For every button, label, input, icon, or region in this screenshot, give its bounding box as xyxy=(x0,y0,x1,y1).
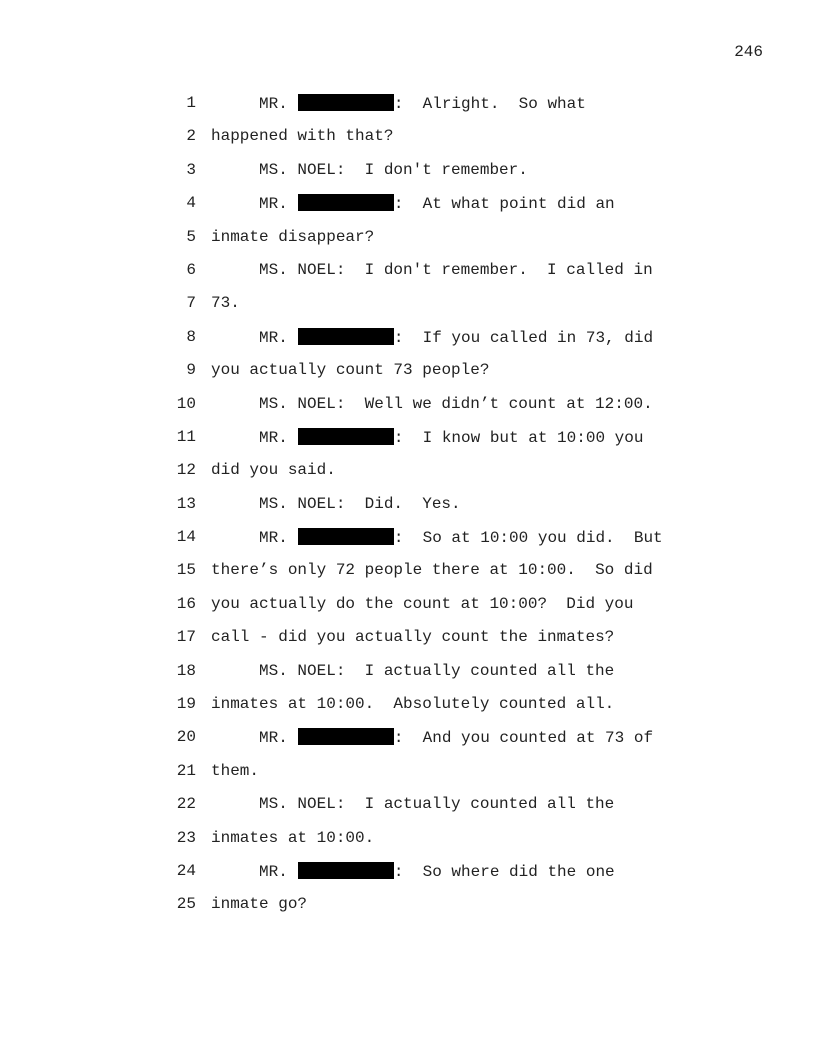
redaction-bar xyxy=(298,428,394,445)
transcript-line xyxy=(0,528,816,561)
transcript-line xyxy=(0,461,816,494)
line-content: : And you counted at 73 of xyxy=(393,729,654,748)
line-content: you actually count 73 people? xyxy=(211,361,490,380)
line-number: 14 xyxy=(176,528,196,547)
line-text xyxy=(211,695,614,713)
transcript-line xyxy=(0,194,816,227)
speaker-label: MR. xyxy=(259,729,288,748)
line-number: 23 xyxy=(176,828,196,847)
line-text xyxy=(259,862,615,881)
line-number: 19 xyxy=(176,695,196,714)
line-number: 4 xyxy=(186,194,196,213)
transcript-line xyxy=(0,695,816,728)
line-content: : So at 10:00 you did. But xyxy=(393,529,663,548)
line-text xyxy=(259,728,653,747)
redaction-bar xyxy=(298,94,394,111)
line-text xyxy=(259,428,643,447)
line-number: 7 xyxy=(186,294,196,313)
line-content: call - did you actually count the inmates? xyxy=(211,628,615,647)
line-number: 25 xyxy=(176,895,196,914)
line-content: there’s only 72 people there at 10:00. So did xyxy=(211,561,653,580)
line-number: 10 xyxy=(176,394,196,413)
line-text xyxy=(211,628,614,646)
line-content: MS. NOEL: I don't remember. xyxy=(259,160,528,179)
transcript-line xyxy=(0,829,816,862)
line-text xyxy=(259,395,653,413)
transcript-line xyxy=(0,395,816,428)
transcript-line xyxy=(0,662,816,695)
line-content: inmates at 10:00. Absolutely counted all. xyxy=(211,695,615,714)
line-number: 2 xyxy=(186,127,196,146)
line-content: inmates at 10:00. xyxy=(211,828,375,847)
line-content: inmate go? xyxy=(211,895,308,914)
transcript-line xyxy=(0,428,816,461)
line-text xyxy=(211,561,653,579)
line-content: : So where did the one xyxy=(393,862,615,881)
line-text xyxy=(259,795,614,813)
line-text xyxy=(259,161,528,179)
line-text xyxy=(211,762,259,780)
line-content: MS. NOEL: I actually counted all the xyxy=(259,661,615,680)
line-content: : Alright. So what xyxy=(393,95,586,113)
line-number: 18 xyxy=(176,661,196,680)
line-text xyxy=(211,228,374,246)
line-text xyxy=(211,127,393,145)
line-content: : If you called in 73, did xyxy=(393,328,654,347)
line-content: inmate disappear? xyxy=(211,227,375,246)
line-number: 21 xyxy=(176,761,196,780)
redaction-bar xyxy=(298,328,394,345)
transcript-line xyxy=(0,328,816,361)
speaker-label: MR. xyxy=(259,95,288,113)
line-number: 24 xyxy=(176,861,196,880)
transcript-line xyxy=(0,628,816,661)
line-text xyxy=(259,495,461,513)
line-content: MS. NOEL: Did. Yes. xyxy=(259,494,461,513)
line-content: them. xyxy=(211,761,260,780)
redaction-bar xyxy=(298,194,394,211)
line-text xyxy=(259,528,663,547)
line-content: MS. NOEL: Well we didn’t count at 12:00. xyxy=(259,394,653,413)
redaction-bar xyxy=(298,728,394,745)
transcript-line xyxy=(0,895,816,928)
line-text xyxy=(259,261,653,279)
line-text xyxy=(211,829,374,847)
line-number: 15 xyxy=(176,561,196,580)
line-number: 12 xyxy=(176,461,196,480)
line-content: : At what point did an xyxy=(393,195,615,214)
line-text xyxy=(211,361,489,379)
line-number: 9 xyxy=(186,361,196,380)
redaction-bar xyxy=(298,862,394,879)
transcript-line xyxy=(0,495,816,528)
line-content: 73. xyxy=(211,294,240,313)
line-text xyxy=(259,94,586,113)
line-content: MS. NOEL: I actually counted all the xyxy=(259,795,615,814)
speaker-label: MR. xyxy=(259,529,288,548)
line-content: happened with that? xyxy=(211,127,394,146)
line-content: you actually do the count at 10:00? Did you xyxy=(211,594,634,613)
transcript-line xyxy=(0,361,816,394)
transcript-line xyxy=(0,161,816,194)
transcript-body xyxy=(0,94,816,929)
line-number: 11 xyxy=(176,427,196,446)
transcript-line xyxy=(0,595,816,628)
line-number: 3 xyxy=(186,160,196,179)
line-text xyxy=(211,294,240,312)
speaker-label: MR. xyxy=(259,428,288,447)
line-content: MS. NOEL: I don't remember. I called in xyxy=(259,260,653,279)
transcript-line xyxy=(0,127,816,160)
line-number: 13 xyxy=(176,494,196,513)
line-text xyxy=(259,328,653,347)
line-content: : I know but at 10:00 you xyxy=(393,428,644,447)
line-content: did you said. xyxy=(211,461,336,480)
transcript-line xyxy=(0,94,816,127)
transcript-line xyxy=(0,261,816,294)
line-number: 5 xyxy=(186,227,196,246)
speaker-label: MR. xyxy=(259,328,288,347)
line-number: 22 xyxy=(176,795,196,814)
speaker-label: MR. xyxy=(259,862,288,881)
transcript-line xyxy=(0,561,816,594)
line-text xyxy=(211,595,633,613)
line-number: 6 xyxy=(186,260,196,279)
line-number: 1 xyxy=(186,94,196,112)
transcript-line xyxy=(0,294,816,327)
line-text xyxy=(211,461,336,479)
line-number: 16 xyxy=(176,594,196,613)
line-text xyxy=(259,194,615,213)
transcript-line xyxy=(0,795,816,828)
line-number: 8 xyxy=(186,327,196,346)
transcript-line xyxy=(0,728,816,761)
transcript-line xyxy=(0,228,816,261)
page-number: 246 xyxy=(734,43,763,61)
speaker-label: MR. xyxy=(259,195,288,214)
line-number: 17 xyxy=(176,628,196,647)
transcript-line xyxy=(0,862,816,895)
line-number: 20 xyxy=(176,728,196,747)
transcript-line xyxy=(0,762,816,795)
line-text xyxy=(259,662,614,680)
line-text xyxy=(211,895,307,913)
redaction-bar xyxy=(298,528,394,545)
